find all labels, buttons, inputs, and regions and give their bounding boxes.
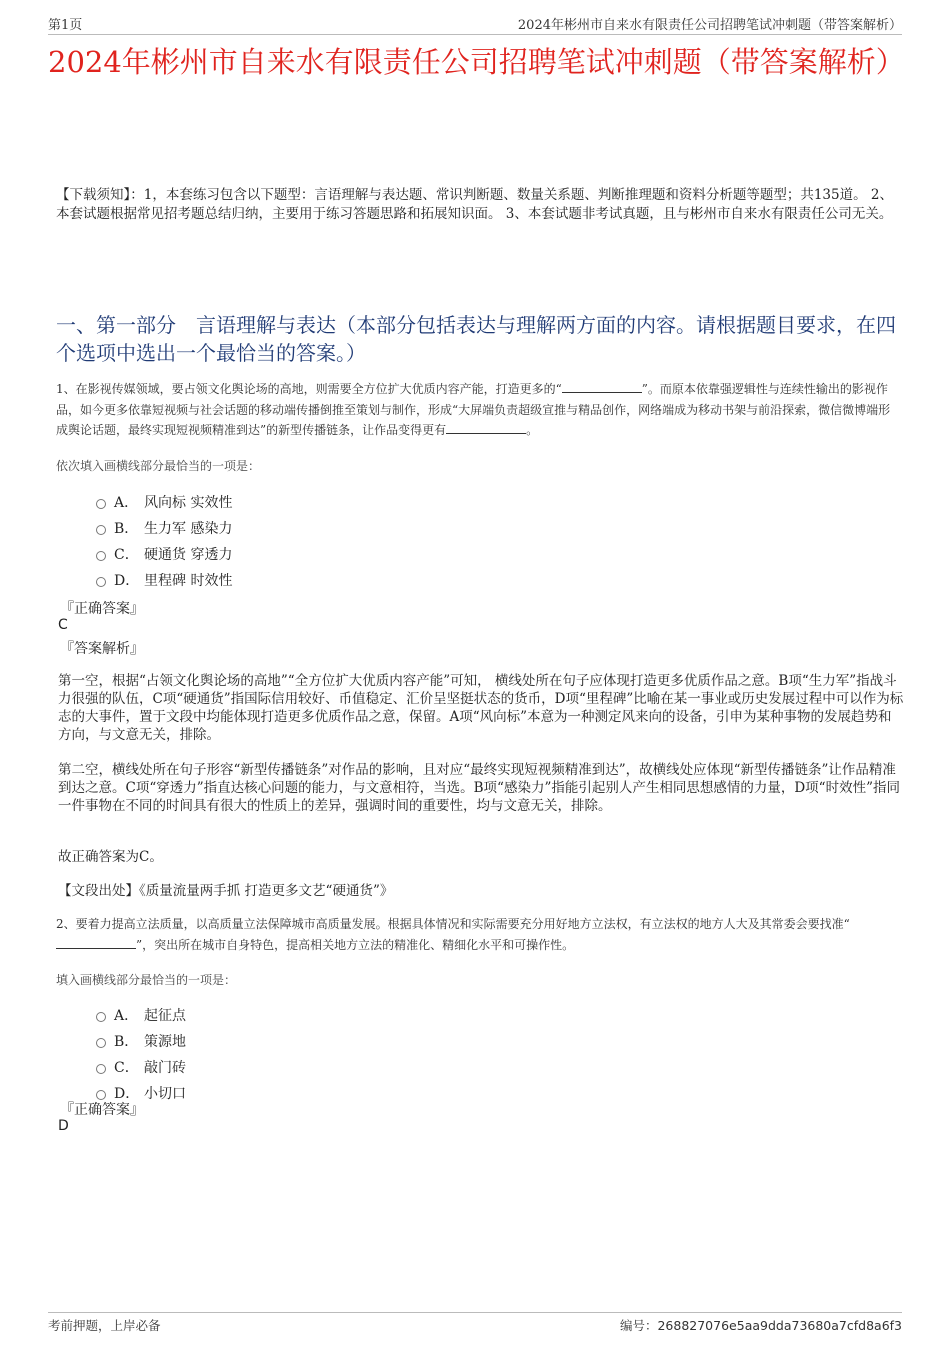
- question-2-text-a: 2、要着力提高立法质量，以高质量立法保障城市高质量发展。根据具体情况和实际需要充分用好地方立法权，有立法权的地方人大及其常委会要找准“: [56, 917, 850, 931]
- analysis-heading: 『答案解析』: [60, 641, 144, 657]
- question-1-prompt: 依次填入画横线部分最恰当的一项是：: [56, 459, 261, 473]
- question-1-text-a: 1、在影视传媒领域，要占领文化舆论场的高地，则需要全方位扩大优质内容产能，打造更多的“: [56, 382, 562, 396]
- source-note: 【文段出处】《质量流量两手抓 打造更多文艺“硬通货”》: [58, 883, 394, 899]
- header-doc-title: 2024年彬州市自来水有限责任公司招聘笔试冲刺题（带答案解析）: [517, 18, 902, 33]
- option-d[interactable]: D． 小切口: [96, 1083, 186, 1103]
- analysis-conclusion: 故正确答案为C。: [58, 849, 163, 865]
- radio-icon[interactable]: [96, 1038, 106, 1048]
- answer-value: C: [58, 617, 68, 633]
- option-b[interactable]: B． 策源地: [96, 1031, 186, 1051]
- analysis-paragraph-2: 第二空，横线处所在句子形容“新型传播链条”对作品的影响，且对应“最终实现短视频精准到达”，故横线处应体现“新型传播链条”让作品精准到达之意。C项“穿透力”指直达核心问题的能力，与文意相符，当选。B项“感染力”指能引起别人产生相同思想感情的力量，D项“时效性”指同一件事物在不同的时间具有很大的性质上的差异，强调时间的重要性，均与文意无关，排除。: [58, 762, 900, 814]
- fill-blank: [562, 380, 642, 393]
- answer-value: D: [58, 1118, 69, 1134]
- radio-icon[interactable]: [96, 1064, 106, 1074]
- option-c[interactable]: C． 硬通货 穿透力: [96, 544, 232, 564]
- radio-icon[interactable]: [96, 499, 106, 509]
- document-title: 2024年彬州市自来水有限责任公司招聘笔试冲刺题（带答案解析）: [48, 45, 905, 79]
- fill-blank: [56, 936, 136, 949]
- answer-heading: 『正确答案』: [60, 1102, 144, 1118]
- option-a[interactable]: A． 风向标 实效性: [96, 492, 232, 512]
- option-c[interactable]: C． 敲门砖: [96, 1057, 186, 1077]
- question-1-text: [56, 379, 902, 441]
- page-header: [48, 14, 902, 35]
- footer-slogan: 考前押题，上岸必备: [48, 1318, 161, 1333]
- page-number: 第1页: [48, 18, 83, 33]
- question-1-text-c: 。: [526, 423, 539, 437]
- option-b[interactable]: B． 生力军 感染力: [96, 518, 232, 538]
- option-a[interactable]: A． 起征点: [96, 1005, 186, 1025]
- question-2-prompt: 填入画横线部分最恰当的一项是：: [56, 973, 237, 987]
- page-footer: [48, 1312, 902, 1334]
- question-2-text-b: ”，突出所在城市自身特色，提高相关地方立法的精准化、精细化水平和可操作性。: [136, 937, 575, 952]
- radio-icon[interactable]: [96, 551, 106, 561]
- answer-heading: 『正确答案』: [60, 601, 144, 617]
- question-1-text-b: ”。而原本依靠强逻辑性与连续性输出的影视作品，如今更多依靠短视频与社会话题的移动端传播倒推至策划与制作，形成“大屏端负责超级宣推与精品创作，网络端成为移动书架与前沿探索，微信微博端形成舆论话题，最终实现短视频精准到达”的新型传播链条，让作品变得更有: [56, 382, 891, 437]
- radio-icon[interactable]: [96, 525, 106, 535]
- fill-blank: [446, 421, 526, 434]
- analysis-paragraph-1: 第一空，根据“占领文化舆论场的高地”“全方位扩大优质内容产能”可知， 横线处所在句子应体现打造更多优质作品之意。B项“生力军”指战斗力很强的队伍，C项“硬通货”指国际信用较好、币值稳定、汇价呈坚挺状态的货币，D项“里程碑”比喻在某一事业或历史发展过程中可以作为标志的大事件，置于文段中均能体现打造更多优质作品之意，保留。A项“风向标”本意为一种测定风来向的设备，引申为某种事物的发展趋势和方向，与文意无关，排除。: [58, 673, 904, 743]
- download-notice: 【下载须知】：1，本套练习包含以下题型：言语理解与表达题、常识判断题、数量关系题、判断推理题和资料分析题等题型；共135道。 2、本套试题根据常见招考题总结归纳，主要用于练习答题思路和拓展知识面。 3、本套试题非考试真题，且与彬州市自来水有限责任公司无关。: [56, 187, 893, 222]
- radio-icon[interactable]: [96, 577, 106, 587]
- question-2-text: [56, 914, 902, 955]
- footer-code: 编号：268827076e5aa9dda73680a7cfd8a6f3: [619, 1318, 902, 1333]
- radio-icon[interactable]: [96, 1012, 106, 1022]
- option-d[interactable]: D． 里程碑 时效性: [96, 570, 232, 590]
- section-title: 一、第一部分 言语理解与表达（本部分包括表达与理解两方面的内容。请根据题目要求，在四个选项中选出一个最恰当的答案。）: [56, 313, 896, 365]
